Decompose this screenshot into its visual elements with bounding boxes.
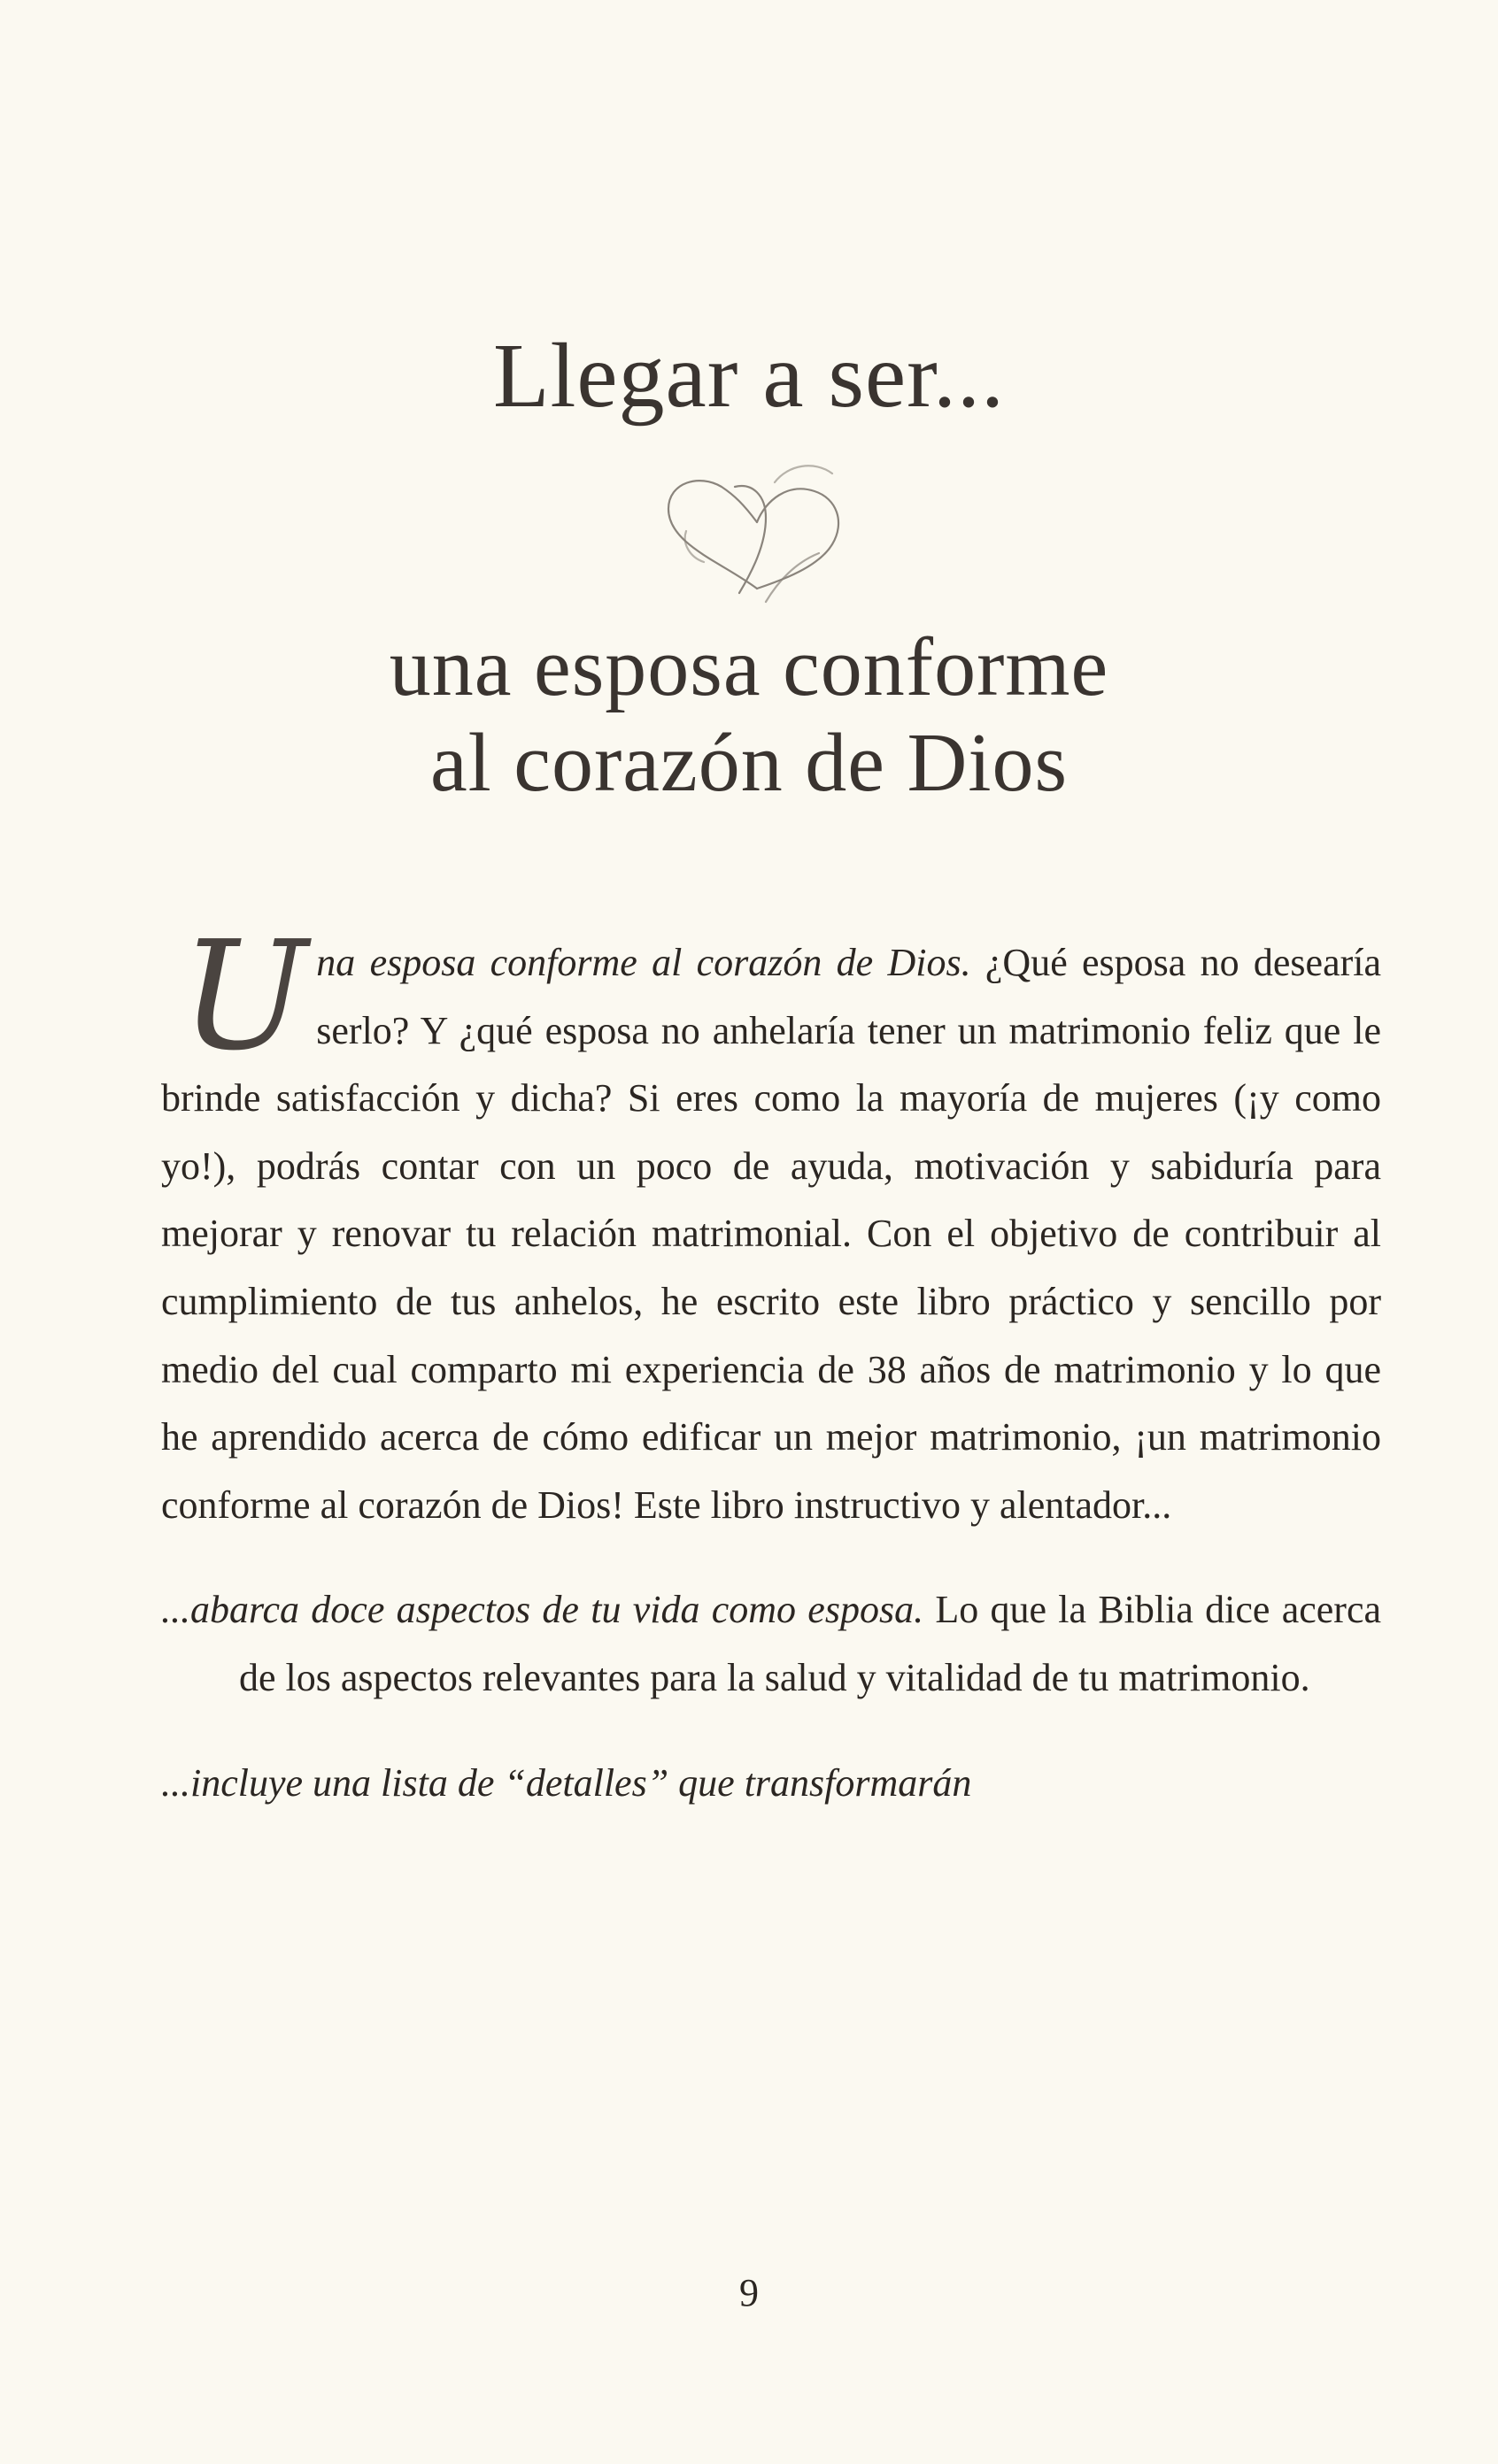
list-item-text: Lo que la Biblia dice acerca de los aspectos relevantes para la salud y vitalidad de tu matrimonio. (239, 1588, 1382, 1699)
intro-italic: na esposa conforme al corazón de Dios. (316, 941, 971, 984)
body-text (161, 909, 1382, 1817)
intro-text: ¿Qué esposa no desearía serlo? Y ¿qué esposa no anhelaría tener un matrimonio feliz que le brinde satisfacción y dicha? Si eres como la mayoría de mujeres (¡y como yo!), podrás contar con un poco de ayuda, motivación y sabiduría para mejorar y renovar tu relación matrimonial. Con el objetivo de contribuir al cumplimiento de tus anhelos, he escrito este libro práctico y sencillo por medio del cual comparto mi experiencia de 38 años de matrimonio y lo que he aprendido acerca de cómo edificar un mejor matrimonio, ¡un matrimonio conforme al corazón de Dios! Este libro instructivo y alentador... (161, 941, 1382, 1527)
drop-cap: U (181, 909, 308, 1084)
list-item-italic: ...incluye una lista de “detalles” que transformarán (161, 1760, 972, 1805)
chapter-subtitle (0, 620, 1498, 811)
chapter-title: Llegar a ser... (492, 325, 1006, 427)
subtitle-line-1: una esposa conforme (389, 621, 1109, 713)
subtitle-line-2: al corazón de Dios (429, 717, 1069, 809)
two-hearts-icon (633, 447, 881, 615)
list-item (161, 1750, 1381, 1818)
page-number: 9 (739, 2271, 759, 2314)
list-item (161, 1576, 1381, 1712)
list-item-italic: ...abarca doce aspectos de tu vida como esposa. (161, 1588, 924, 1632)
intro-paragraph (161, 909, 1382, 1539)
